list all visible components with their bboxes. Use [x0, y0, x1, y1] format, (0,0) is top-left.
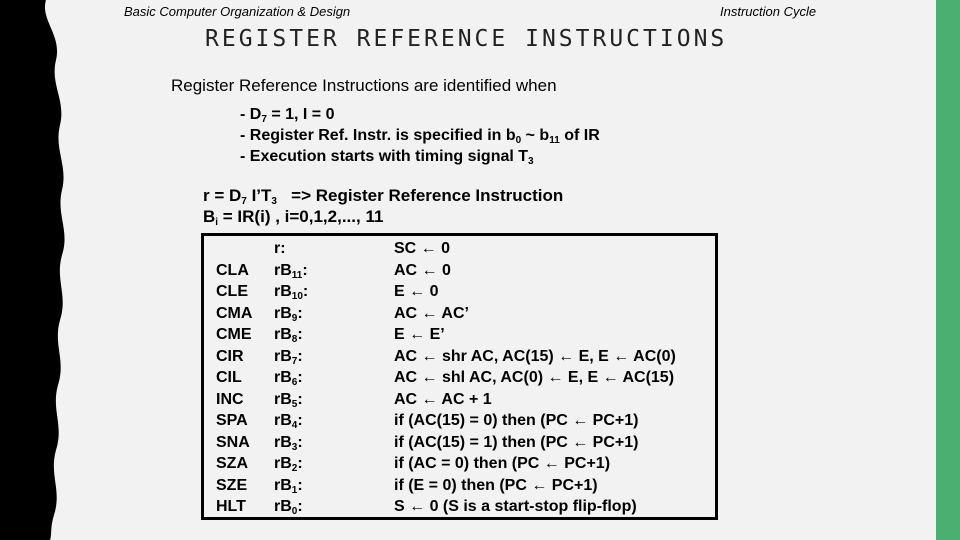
- instruction-mnemonic: INC: [216, 390, 244, 408]
- micro-operation: S ← 0 (S is a start-stop flip-flop): [394, 498, 637, 515]
- micro-operation: AC ← shr AC, AC(15) ← E, E ← AC(0): [394, 347, 676, 365]
- intro-text: Register Reference Instructions are identified when: [171, 76, 557, 95]
- instruction-condition: $rB_8$:: [274, 326, 303, 345]
- micro-operation: E ← E’: [394, 326, 445, 343]
- micro-operation: if (AC = 0) then (PC ← PC+1): [394, 455, 611, 472]
- accent-band: [936, 0, 960, 540]
- instruction-mnemonic: CIL: [216, 369, 242, 386]
- bullet-item: - Execution starts with timing signal $T_3$: [240, 148, 534, 167]
- page-title: REGISTER REFERENCE INSTRUCTIONS: [205, 26, 728, 52]
- table-row: [204, 238, 715, 259]
- micro-operation: SC ← 0: [394, 240, 451, 257]
- table-row: [204, 410, 715, 431]
- instruction-mnemonic: SZA: [216, 455, 248, 472]
- table-row: [204, 432, 715, 453]
- instruction-mnemonic: CLE: [216, 283, 248, 300]
- definition-b: $B_i = IR(i)$ , i=0,1,2,..., 11: [203, 207, 384, 228]
- instruction-condition: r:: [274, 240, 286, 257]
- table-row: [204, 281, 715, 302]
- micro-operation: AC ← shl AC, AC(0) ← E, E ← AC(15): [394, 369, 675, 386]
- instruction-condition: $rB_1$:: [274, 476, 303, 496]
- table-row: [204, 260, 715, 281]
- instruction-condition: $rB_{11}$:: [274, 261, 308, 281]
- instruction-mnemonic: SPA: [216, 412, 248, 429]
- instruction-condition: $rB_2$:: [274, 455, 303, 474]
- instruction-mnemonic: CIR: [216, 347, 244, 365]
- table-row: [204, 346, 715, 367]
- instruction-table: [201, 233, 718, 520]
- micro-operation: AC ← AC + 1: [394, 390, 492, 408]
- instruction-condition: $rB_6$:: [274, 369, 303, 388]
- table-row: [204, 367, 715, 388]
- micro-operation: if (AC(15) = 0) then (PC ← PC+1): [394, 412, 639, 429]
- definition-r: $r = D_7$ $I’T_3$ => Register Reference Instruction: [203, 186, 564, 207]
- micro-operation: E ← 0: [394, 283, 439, 300]
- table-row: [204, 389, 715, 410]
- micro-operation: AC ← AC’: [394, 304, 469, 322]
- definitions: [203, 185, 563, 227]
- table-row: [204, 496, 715, 517]
- torn-edge-decoration: [0, 0, 70, 540]
- table-row: [204, 303, 715, 324]
- table-row: [204, 475, 715, 496]
- table-row: [204, 324, 715, 345]
- micro-operation: AC ← 0: [394, 261, 451, 279]
- instruction-condition: $rB_9$:: [274, 304, 303, 324]
- table-row: [204, 453, 715, 474]
- micro-operation: if (E = 0) then (PC ← PC+1): [394, 476, 598, 494]
- instruction-condition: $rB_{10}$:: [274, 283, 309, 302]
- instruction-mnemonic: HLT: [216, 498, 246, 515]
- course-header: Basic Computer Organization & Design: [124, 4, 351, 19]
- instruction-mnemonic: CMA: [216, 304, 253, 322]
- instruction-condition: $rB_3$:: [274, 433, 303, 453]
- instruction-mnemonic: CME: [216, 326, 252, 343]
- bullet-item: - $D_7 = 1$, I = 0: [240, 106, 335, 125]
- instruction-condition: $rB_5$:: [274, 390, 303, 410]
- instruction-condition: $rB_4$:: [274, 412, 303, 431]
- instruction-mnemonic: SZE: [216, 476, 248, 494]
- section-header: Instruction Cycle: [720, 4, 817, 19]
- instruction-condition: $rB_7$:: [274, 347, 303, 367]
- bullet-list: [240, 104, 600, 167]
- instruction-condition: $rB_0$:: [274, 498, 303, 517]
- bullet-item: - Register Ref. Instr. is specified in $b_0$ ~ $b_{11}$ of IR: [240, 127, 600, 146]
- instruction-mnemonic: SNA: [216, 433, 250, 451]
- instruction-mnemonic: CLA: [216, 261, 249, 279]
- micro-operation: if (AC(15) = 1) then (PC ← PC+1): [394, 433, 639, 451]
